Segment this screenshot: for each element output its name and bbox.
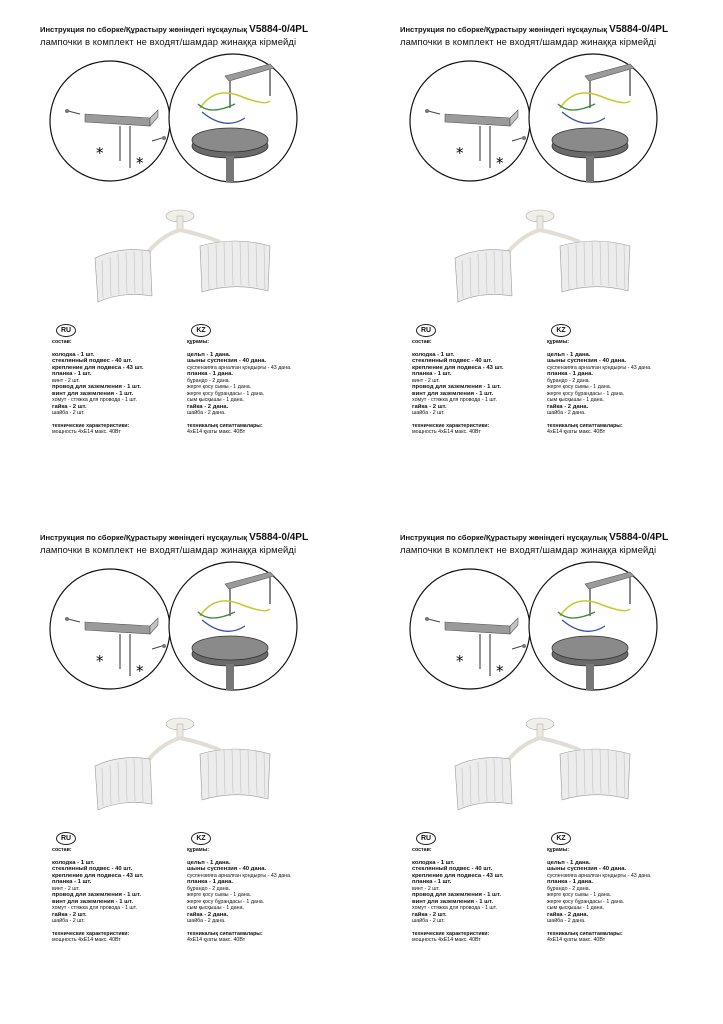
- specs-heading: техникалық сипаттамалары:: [187, 422, 263, 429]
- specs-value: мощность 4хE14 макс. 40Вт: [52, 429, 121, 435]
- contents-list-item: жерге қосу бұрандасы - 1 дана.: [547, 898, 625, 905]
- specs-heading: техникалық сипаттамалары:: [547, 422, 623, 429]
- contents-list: [52, 860, 182, 925]
- kazakh-contents-column: [547, 339, 722, 436]
- russian-contents-column: [52, 339, 182, 436]
- assembly-diagram: [400, 554, 720, 814]
- kazakh-contents-column: [547, 847, 722, 944]
- contents-list-item: планка - 1 дана.: [547, 371, 593, 377]
- contents-list-item: планка - 1 шт.: [52, 371, 92, 377]
- bracket-detail-circle: [410, 569, 530, 689]
- model-number: V5884-0/4PL: [249, 24, 309, 35]
- star-mark-2: *: [136, 662, 144, 680]
- model-number: V5884-0/4PL: [249, 532, 309, 543]
- contents-list-item: колодка - 1 шт.: [412, 351, 455, 358]
- title-text: Инструкция по сборке/Құрастыру жөніндегі нұсқаулық: [40, 533, 248, 542]
- specs-value: 4хE14 қуаты макс. 40Вт: [547, 937, 606, 943]
- contents-list-item: стеклянный подвес - 40 шт.: [412, 358, 493, 364]
- contents-list-item: шайба - 2 дана.: [547, 410, 586, 416]
- assembled-chandelier-illustration: [95, 210, 270, 302]
- contents-list-item: планка - 1 дана.: [187, 879, 233, 885]
- contents-list-item: шыны суспензия - 40 дана.: [187, 866, 267, 872]
- contents-heading: құрамы:: [547, 339, 569, 345]
- title-text: Инструкция по сборке/Құрастыру жөніндегі нұсқаулық: [400, 533, 608, 542]
- star-mark-2: *: [136, 154, 144, 172]
- specs-heading: техникалық сипаттамалары:: [187, 930, 263, 937]
- canopy-wiring-detail-circle: [529, 54, 657, 182]
- specs-heading: технические характеристики:: [412, 930, 490, 937]
- star-mark-2: *: [496, 154, 504, 172]
- specs-value: мощность 4хE14 макс. 40Вт: [52, 937, 121, 943]
- contents-list-item: винт для заземления - 1 шт.: [412, 390, 494, 397]
- contents-list-item: сым қысқышы - 1 дана.: [547, 905, 605, 911]
- contents-list-item: винт - 2 шт.: [52, 885, 80, 892]
- russian-language-badge: RU: [416, 832, 436, 845]
- model-number: V5884-0/4PL: [609, 24, 669, 35]
- contents-list-item: стеклянный подвес - 40 шт.: [52, 866, 133, 872]
- contents-list-item: винт - 2 шт.: [52, 377, 80, 384]
- contents-list-item: крепление для подвеса - 43 шт.: [52, 364, 144, 371]
- specs-heading: техникалық сипаттамалары:: [547, 930, 623, 937]
- kazakh-contents-column: [187, 339, 362, 436]
- contents-list-item: жерге қосу бұрандасы - 1 дана.: [547, 390, 625, 397]
- contents-list-item: гайка - 2 дана.: [547, 911, 589, 918]
- specs-value: 4хE14 қуаты макс. 40Вт: [547, 429, 606, 435]
- model-number: V5884-0/4PL: [609, 532, 669, 543]
- contents-list-item: шайба - 2 дана.: [187, 410, 226, 416]
- bracket-detail-circle: [50, 61, 170, 181]
- russian-contents-column: [412, 339, 542, 436]
- specs-value: 4хE14 қуаты макс. 40Вт: [187, 429, 246, 435]
- star-mark-1: *: [456, 144, 464, 162]
- contents-list-item: суспензияға арналған қондырғы - 43 дана.: [187, 872, 292, 879]
- assembly-diagram: [40, 554, 360, 814]
- contents-list-item: цельп - 1 дана.: [187, 859, 231, 866]
- sheet-title: [40, 24, 370, 35]
- contents-list-item: гайка - 2 дана.: [547, 403, 589, 410]
- contents-list-item: шыны суспензия - 40 дана.: [187, 358, 267, 364]
- contents-list-item: гайка - 2 шт.: [412, 911, 447, 918]
- contents-list-item: хомут - стяжка для провода - 1 шт.: [412, 397, 497, 403]
- russian-language-badge: RU: [416, 324, 436, 337]
- contents-heading: құрамы:: [187, 339, 209, 345]
- contents-list: [187, 352, 362, 417]
- contents-list-item: винт для заземления - 1 шт.: [412, 898, 494, 905]
- specs-value: мощность 4хE14 макс. 40Вт: [412, 937, 481, 943]
- assembly-diagram: [400, 46, 720, 306]
- bracket-detail-circle: [50, 569, 170, 689]
- contents-list-item: хомут - стяжка для провода - 1 шт.: [52, 905, 137, 911]
- russian-language-badge: RU: [56, 324, 76, 337]
- contents-list-item: винт - 2 шт.: [412, 885, 440, 892]
- kazakh-contents-column: [187, 847, 362, 944]
- kazakh-language-badge: KZ: [551, 324, 571, 337]
- assembled-chandelier-illustration: [455, 718, 630, 810]
- contents-list-item: сым қысқышы - 1 дана.: [547, 397, 605, 403]
- contents-list: [547, 860, 722, 925]
- canopy-wiring-detail-circle: [169, 562, 297, 690]
- canopy-wiring-detail-circle: [169, 54, 297, 182]
- star-mark-1: *: [96, 652, 104, 670]
- contents-list-item: планка - 1 шт.: [412, 371, 452, 377]
- specs-value: 4хE14 қуаты макс. 40Вт: [187, 937, 246, 943]
- bulbs-not-included-note: лампочки в комплект не входят/шамдар жинаққа кірмейді: [40, 36, 297, 47]
- contents-list-item: провод для заземления - 1 шт.: [412, 384, 501, 390]
- instruction-sheet: [40, 24, 360, 494]
- russian-language-badge: RU: [56, 832, 76, 845]
- contents-list-item: колодка - 1 шт.: [412, 859, 455, 866]
- contents-list-item: провод для заземления - 1 шт.: [412, 892, 501, 898]
- contents-list-item: шайба - 2 дана.: [187, 918, 226, 924]
- contents-list-item: жерге қосу сымы - 1 дана.: [187, 384, 252, 390]
- contents-list-item: шайба - 2 дана.: [547, 918, 586, 924]
- contents-list-item: жерге қосу сымы - 1 дана.: [547, 384, 612, 390]
- contents-list-item: сым қысқышы - 1 дана.: [187, 905, 245, 911]
- contents-list-item: шайба - 2 шт.: [412, 918, 445, 924]
- contents-list-item: планка - 1 дана.: [187, 371, 233, 377]
- russian-contents-column: [412, 847, 542, 944]
- contents-list-item: шыны суспензия - 40 дана.: [547, 358, 627, 364]
- contents-list-item: стеклянный подвес - 40 шт.: [52, 358, 133, 364]
- contents-list: [412, 352, 542, 417]
- contents-list-item: цельп - 1 дана.: [547, 351, 591, 358]
- instruction-sheet: [400, 532, 720, 1002]
- contents-list-item: крепление для подвеса - 43 шт.: [412, 364, 504, 371]
- contents-list-item: бұрандо - 2 дана.: [187, 377, 231, 384]
- star-mark-1: *: [96, 144, 104, 162]
- instruction-sheet: [400, 24, 720, 494]
- contents-list-item: колодка - 1 шт.: [52, 859, 95, 866]
- contents-list-item: бұрандо - 2 дана.: [547, 885, 591, 892]
- contents-list-item: колодка - 1 шт.: [52, 351, 95, 358]
- contents-list-item: сым қысқышы - 1 дана.: [187, 397, 245, 403]
- contents-list-item: шайба - 2 шт.: [52, 918, 85, 924]
- star-mark-2: *: [496, 662, 504, 680]
- contents-list-item: гайка - 2 шт.: [52, 403, 87, 410]
- contents-list-item: винт - 2 шт.: [412, 377, 440, 384]
- contents-list: [412, 860, 542, 925]
- contents-list-item: винт для заземления - 1 шт.: [52, 390, 134, 397]
- specs-heading: технические характеристики:: [412, 422, 490, 429]
- kazakh-language-badge: KZ: [191, 832, 211, 845]
- sheet-title: [400, 532, 723, 543]
- contents-list-item: цельп - 1 дана.: [187, 351, 231, 358]
- specs-value: мощность 4хE14 макс. 40Вт: [412, 429, 481, 435]
- contents-list-item: жерге қосу сымы - 1 дана.: [547, 892, 612, 898]
- contents-list-item: провод для заземления - 1 шт.: [52, 384, 141, 390]
- contents-list-item: шайба - 2 шт.: [52, 410, 85, 416]
- bracket-detail-circle: [410, 61, 530, 181]
- contents-list-item: суспензияға арналған қондырғы - 43 дана.: [547, 364, 652, 371]
- title-text: Инструкция по сборке/Құрастыру жөніндегі нұсқаулық: [40, 25, 248, 34]
- kazakh-language-badge: KZ: [551, 832, 571, 845]
- kazakh-language-badge: KZ: [191, 324, 211, 337]
- contents-list-item: жерге қосу сымы - 1 дана.: [187, 892, 252, 898]
- contents-list: [52, 352, 182, 417]
- contents-list-item: провод для заземления - 1 шт.: [52, 892, 141, 898]
- contents-list-item: цельп - 1 дана.: [547, 859, 591, 866]
- contents-list-item: гайка - 2 шт.: [52, 911, 87, 918]
- contents-list: [187, 860, 362, 925]
- instruction-sheet: [40, 532, 360, 1002]
- bulbs-not-included-note: лампочки в комплект не входят/шамдар жинаққа кірмейді: [40, 544, 297, 555]
- contents-heading: состав:: [412, 847, 432, 853]
- title-text: Инструкция по сборке/Құрастыру жөніндегі нұсқаулық: [400, 25, 608, 34]
- contents-list-item: бұрандо - 2 дана.: [187, 885, 231, 892]
- star-mark-1: *: [456, 652, 464, 670]
- contents-list-item: крепление для подвеса - 43 шт.: [412, 872, 504, 879]
- contents-heading: состав:: [52, 339, 72, 345]
- bulbs-not-included-note: лампочки в комплект не входят/шамдар жинаққа кірмейді: [400, 544, 657, 555]
- contents-heading: құрамы:: [547, 847, 569, 853]
- contents-list-item: жерге қосу бұрандасы - 1 дана.: [187, 390, 265, 397]
- contents-heading: состав:: [52, 847, 72, 853]
- contents-list-item: гайка - 2 шт.: [412, 403, 447, 410]
- sheet-title: [400, 24, 723, 35]
- contents-list-item: хомут - стяжка для провода - 1 шт.: [52, 397, 137, 403]
- contents-list-item: гайка - 2 дана.: [187, 403, 229, 410]
- contents-list-item: жерге қосу бұрандасы - 1 дана.: [187, 898, 265, 905]
- contents-heading: состав:: [412, 339, 432, 345]
- contents-list-item: планка - 1 шт.: [412, 879, 452, 885]
- contents-list-item: планка - 1 шт.: [52, 879, 92, 885]
- contents-list-item: шыны суспензия - 40 дана.: [547, 866, 627, 872]
- specs-heading: технические характеристики:: [52, 422, 130, 429]
- specs-heading: технические характеристики:: [52, 930, 130, 937]
- contents-list-item: стеклянный подвес - 40 шт.: [412, 866, 493, 872]
- russian-contents-column: [52, 847, 182, 944]
- assembly-diagram: [40, 46, 360, 306]
- contents-list-item: крепление для подвеса - 43 шт.: [52, 872, 144, 879]
- contents-list-item: хомут - стяжка для провода - 1 шт.: [412, 905, 497, 911]
- sheet-title: [40, 532, 370, 543]
- contents-list-item: гайка - 2 дана.: [187, 911, 229, 918]
- contents-list-item: шайба - 2 шт.: [412, 410, 445, 416]
- contents-list-item: бұрандо - 2 дана.: [547, 377, 591, 384]
- contents-heading: құрамы:: [187, 847, 209, 853]
- contents-list-item: суспензияға арналған қондырғы - 43 дана.: [547, 872, 652, 879]
- assembled-chandelier-illustration: [455, 210, 630, 302]
- contents-list: [547, 352, 722, 417]
- bulbs-not-included-note: лампочки в комплект не входят/шамдар жинаққа кірмейді: [400, 36, 657, 47]
- contents-list-item: планка - 1 дана.: [547, 879, 593, 885]
- contents-list-item: винт для заземления - 1 шт.: [52, 898, 134, 905]
- canopy-wiring-detail-circle: [529, 562, 657, 690]
- assembled-chandelier-illustration: [95, 718, 270, 810]
- contents-list-item: суспензияға арналған қондырғы - 43 дана.: [187, 364, 292, 371]
